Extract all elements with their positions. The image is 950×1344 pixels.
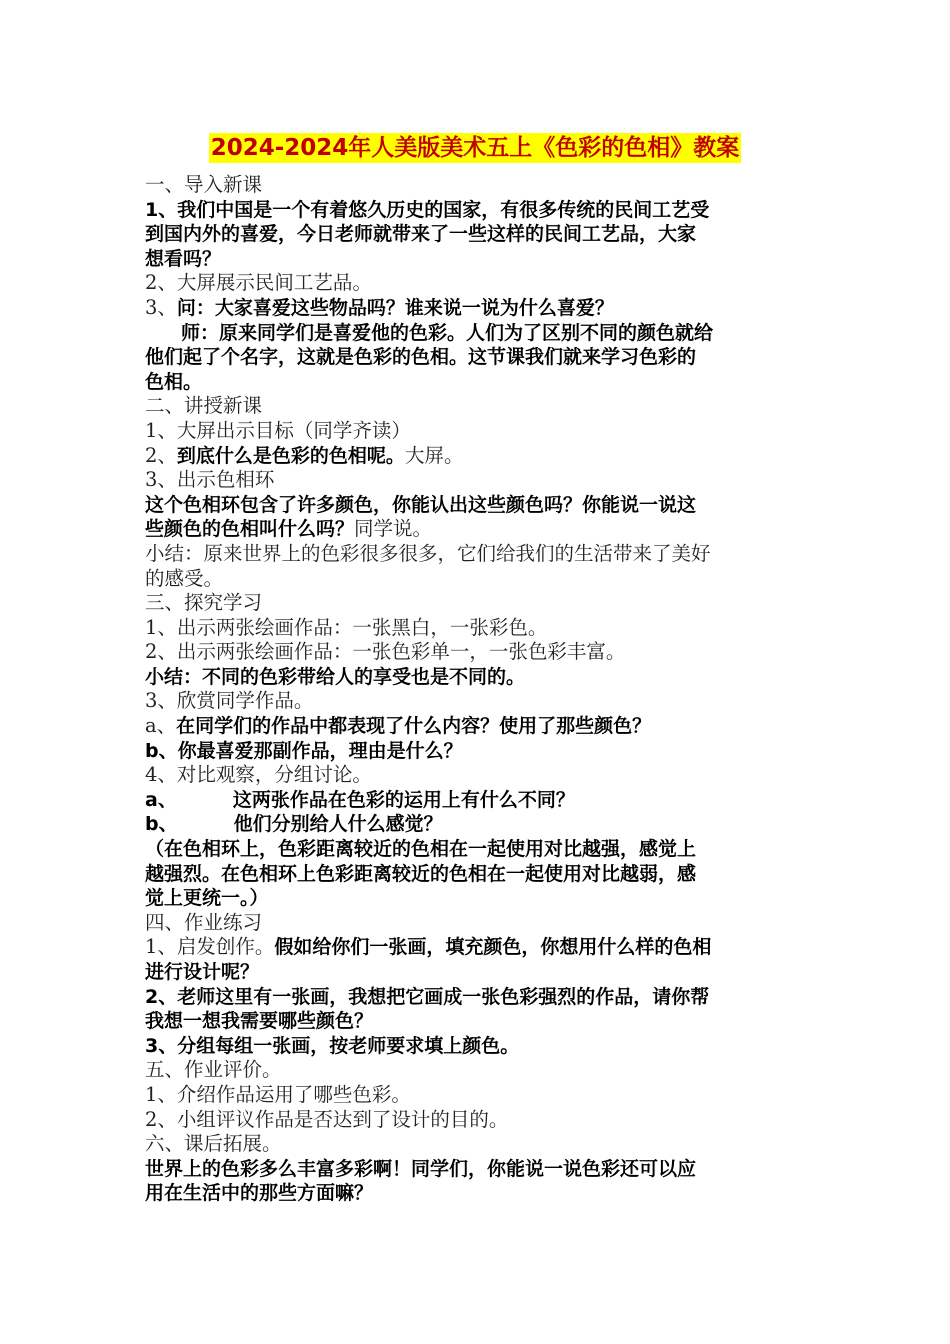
text-run: a、: [145, 714, 177, 738]
text-run: 这个色相环包含了许多颜色，你能认出这些颜色吗？你能说一说这: [145, 493, 697, 516]
text-line: [145, 198, 810, 223]
text-line: [145, 591, 810, 616]
text-line: [145, 370, 810, 395]
text-line: [145, 665, 810, 690]
text-line: [145, 296, 810, 321]
text-run: 2、小组评议作品是否达到了设计的目的。: [145, 1107, 509, 1131]
text-line: [145, 444, 810, 469]
text-line: [145, 739, 810, 764]
text-run: （在色相环上，色彩距离较近的色相在一起使用对比越强，感觉上: [145, 838, 697, 861]
text-line: [145, 542, 810, 567]
text-line: [145, 271, 810, 296]
text-run: 师：原来同学们是喜爱他的色彩。人们为了区别不同的颜色就给: [181, 321, 714, 344]
text-line: [145, 862, 810, 887]
text-run: 进行设计呢？: [145, 961, 260, 983]
text-run: 1、启发创作。: [145, 935, 275, 959]
text-line: [145, 173, 810, 198]
text-line: [145, 886, 810, 911]
text-line: [145, 911, 810, 936]
text-run: 四、作业练习: [145, 910, 263, 934]
text-run: 3、: [145, 295, 177, 319]
text-run: 问：大家喜爱这些物品吗？谁来说一说为什么喜爱？: [176, 296, 614, 319]
text-line: [145, 394, 810, 419]
text-run: 假如给你们一张画，填充颜色，你想用什么样的色相: [274, 936, 712, 959]
text-run: 小结：不同的色彩带给人的享受也是不同的。: [145, 665, 526, 688]
text-run: 到底什么是色彩的色相呢。: [176, 444, 405, 467]
text-line: [145, 812, 810, 837]
text-run: 二、讲授新课: [145, 394, 263, 418]
text-run: 1、介绍作品运用了哪些色彩。: [145, 1082, 411, 1106]
text-run: 三、探究学习: [145, 591, 263, 615]
text-line: [145, 985, 810, 1010]
text-run: a、: [145, 788, 177, 811]
text-line: [145, 468, 810, 493]
text-line: [145, 321, 810, 346]
text-run: 3、出示色相环: [145, 468, 275, 492]
text-run: 1、大屏出示目标（同学齐读）: [145, 418, 411, 442]
text-line: [145, 419, 810, 444]
text-line: [145, 1083, 810, 1108]
text-line: [145, 689, 810, 714]
text-run: 3、分组每组一张画，按老师要求填上颜色。: [145, 1034, 520, 1057]
text-run: 觉上更统一。）: [145, 887, 269, 910]
text-run: 小结：原来世界上的色彩很多很多，它们给我们的生活带来了美好: [145, 541, 711, 565]
text-line: [145, 1157, 810, 1182]
text-run: 一、导入新课: [145, 173, 263, 196]
text-run: 大屏。: [404, 443, 464, 467]
text-run: b、你最喜爱那副作品，理由是什么？: [145, 739, 463, 762]
text-run: 1、出示两张绘画作品：一张黑白，一张彩色。: [145, 615, 548, 639]
text-run: 3、欣赏同学作品。: [145, 689, 314, 713]
text-line: [145, 960, 810, 985]
text-line: [145, 567, 810, 592]
text-run: 五、作业评价。: [145, 1058, 282, 1082]
text-line: [145, 788, 810, 813]
text-line: [145, 517, 810, 542]
text-run: 他们起了个名字，这就是色彩的色相。这节课我们就来学习色彩的: [145, 346, 697, 369]
text-run: 用在生活中的那些方面嘛？: [145, 1182, 374, 1205]
text-line: [145, 616, 810, 641]
document-title: 2024-2024年人美版美术五上《色彩的色相》教案: [210, 135, 740, 161]
text-run: 同学说。: [354, 517, 433, 541]
text-line: [145, 763, 810, 788]
text-run: 他们分别给人什么感觉？: [233, 813, 443, 836]
text-run: 我想一想我需要哪些颜色？: [145, 1010, 374, 1033]
text-run: 2、大屏展示民间工艺品。: [145, 271, 372, 295]
text-run: b、: [145, 813, 178, 836]
text-line: [145, 493, 810, 518]
text-line: [145, 1108, 810, 1133]
text-run: 色相。: [145, 370, 203, 393]
title-container: [0, 133, 950, 163]
text-run: 越强烈。在色相环上色彩距离较近的色相在一起使用对比越弱，感: [145, 862, 697, 885]
text-line: [145, 935, 810, 960]
text-line: [145, 640, 810, 665]
text-run: 在同学们的作品中都表现了什么内容？使用了那些颜色？: [176, 715, 652, 738]
text-line: [145, 1034, 810, 1059]
text-run: 这两张作品在色彩的运用上有什么不同？: [232, 788, 575, 811]
text-line: [145, 345, 810, 370]
text-line: [145, 1181, 810, 1206]
document-body: [145, 173, 810, 1206]
text-run: 世界上的色彩多么丰富多彩啊！同学们，你能说一说色彩还可以应: [145, 1157, 697, 1180]
text-line: [145, 222, 810, 247]
text-run: 到国内外的喜爱，今日老师就带来了一些这样的民间工艺品，大家: [145, 223, 697, 246]
text-run: 些颜色的色相叫什么吗？: [145, 518, 355, 541]
text-run: 1、我们中国是一个有着悠久历史的国家，有很多传统的民间工艺受: [145, 198, 710, 221]
text-line: [145, 1058, 810, 1083]
text-run: 2、老师这里有一张画，我想把它画成一张色彩强烈的作品，请你帮: [145, 985, 710, 1008]
text-run: 4、对比观察，分组讨论。: [145, 763, 372, 787]
text-line: [145, 1009, 810, 1034]
text-run: 六、课后拓展。: [145, 1132, 282, 1156]
text-run: 的感受。: [145, 566, 224, 590]
text-line: [145, 247, 810, 272]
text-run: 2、出示两张绘画作品：一张色彩单一，一张色彩丰富。: [145, 640, 626, 664]
text-line: [145, 837, 810, 862]
text-line: [145, 1132, 810, 1157]
text-line: [145, 714, 810, 739]
text-run: 想看吗？: [145, 247, 222, 270]
text-run: 2、: [145, 443, 177, 467]
